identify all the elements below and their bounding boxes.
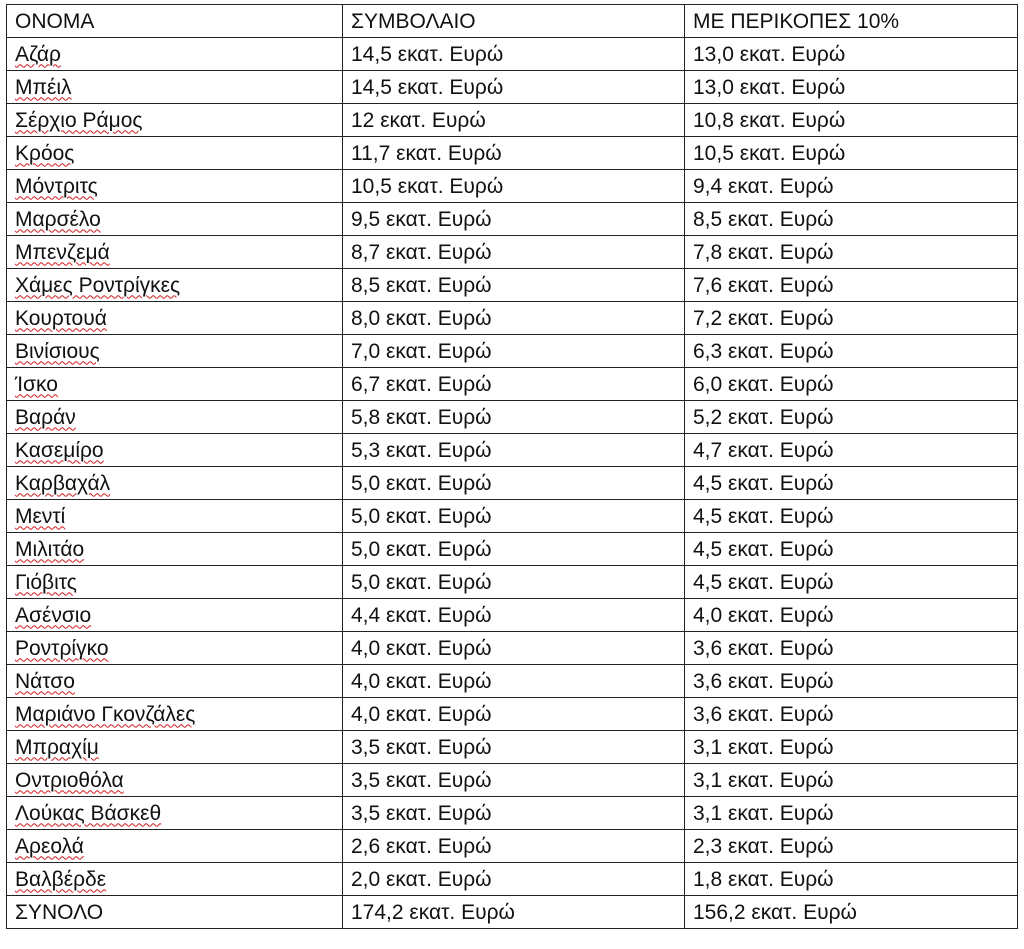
header-reduced-cell: ΜΕ ΠΕΡΙΚΟΠΕΣ 10% — [685, 5, 1018, 38]
reduced-cell: 3,1 εκατ. Ευρώ — [685, 731, 1018, 764]
table-row — [7, 566, 1018, 599]
table-row — [7, 104, 1018, 137]
total-row — [7, 896, 1018, 929]
reduced-cell: 4,5 εκατ. Ευρώ — [685, 467, 1018, 500]
player-name: Λούκας Βάσκεθ — [15, 801, 162, 825]
table-row — [7, 236, 1018, 269]
contract-cell: 8,5 εκατ. Ευρώ — [343, 269, 685, 302]
table-row — [7, 137, 1018, 170]
contract-cell: 4,0 εκατ. Ευρώ — [343, 698, 685, 731]
header-name-cell: ΟΝΟΜΑ — [7, 5, 343, 38]
player-name: Οντριοθόλα — [15, 768, 124, 792]
header-row — [7, 5, 1018, 38]
reduced-cell: 3,1 εκατ. Ευρώ — [685, 797, 1018, 830]
table-body — [7, 5, 1018, 929]
player-name-cell — [7, 368, 343, 401]
table-row — [7, 830, 1018, 863]
header-contract-cell: ΣΥΜΒΟΛΑΙΟ — [343, 5, 685, 38]
player-name-cell — [7, 203, 343, 236]
player-name-cell — [7, 434, 343, 467]
player-name: Ίσκο — [15, 372, 58, 396]
player-name: Αζάρ — [15, 42, 61, 66]
player-name-cell — [7, 566, 343, 599]
player-name: Καρβαχάλ — [15, 471, 111, 495]
player-name: Αρεολά — [15, 834, 84, 858]
table-row — [7, 335, 1018, 368]
table-row — [7, 665, 1018, 698]
table-row — [7, 368, 1018, 401]
table-row — [7, 863, 1018, 896]
reduced-cell: 7,8 εκατ. Ευρώ — [685, 236, 1018, 269]
table-row — [7, 533, 1018, 566]
reduced-cell: 6,0 εκατ. Ευρώ — [685, 368, 1018, 401]
player-name-cell — [7, 137, 343, 170]
contract-cell: 10,5 εκατ. Ευρώ — [343, 170, 685, 203]
contract-cell: 8,7 εκατ. Ευρώ — [343, 236, 685, 269]
player-name: Κασεμίρο — [15, 438, 104, 462]
contract-cell: 9,5 εκατ. Ευρώ — [343, 203, 685, 236]
reduced-cell: 3,6 εκατ. Ευρώ — [685, 632, 1018, 665]
player-name-cell — [7, 170, 343, 203]
player-name-cell — [7, 665, 343, 698]
player-name: Γιόβιτς — [15, 570, 77, 594]
contract-cell: 7,0 εκατ. Ευρώ — [343, 335, 685, 368]
player-name: Ροντρίγκο — [15, 636, 109, 660]
player-name-cell — [7, 302, 343, 335]
player-name: Μιλιτάο — [15, 537, 85, 561]
table-row — [7, 632, 1018, 665]
contract-cell: 5,0 εκατ. Ευρώ — [343, 500, 685, 533]
player-name-cell — [7, 467, 343, 500]
contract-cell: 2,0 εκατ. Ευρώ — [343, 863, 685, 896]
table-row — [7, 434, 1018, 467]
reduced-cell: 3,1 εκατ. Ευρώ — [685, 764, 1018, 797]
salary-table — [6, 4, 1018, 929]
contract-cell: 14,5 εκατ. Ευρώ — [343, 38, 685, 71]
table-row — [7, 599, 1018, 632]
table-row — [7, 764, 1018, 797]
contract-cell: 12 εκατ. Ευρώ — [343, 104, 685, 137]
contract-cell: 6,7 εκατ. Ευρώ — [343, 368, 685, 401]
player-name-cell — [7, 38, 343, 71]
reduced-cell: 13,0 εκατ. Ευρώ — [685, 71, 1018, 104]
player-name-cell — [7, 533, 343, 566]
player-name: Μπενζεμά — [15, 240, 110, 264]
table-row — [7, 302, 1018, 335]
player-name-cell — [7, 599, 343, 632]
contract-cell: 14,5 εκατ. Ευρώ — [343, 71, 685, 104]
table-row — [7, 203, 1018, 236]
table-row — [7, 71, 1018, 104]
total-reduced-cell: 156,2 εκατ. Ευρώ — [685, 896, 1018, 929]
contract-cell: 2,6 εκατ. Ευρώ — [343, 830, 685, 863]
total-label-cell: ΣΥΝΟΛΟ — [7, 896, 343, 929]
player-name-cell — [7, 269, 343, 302]
reduced-cell: 8,5 εκατ. Ευρώ — [685, 203, 1018, 236]
player-name-cell — [7, 698, 343, 731]
player-name: Ασένσιο — [15, 603, 92, 627]
reduced-cell: 9,4 εκατ. Ευρώ — [685, 170, 1018, 203]
player-name-cell — [7, 830, 343, 863]
player-name: Χάμες Ροντρίγκες — [15, 273, 181, 297]
table-row — [7, 698, 1018, 731]
contract-cell: 8,0 εκατ. Ευρώ — [343, 302, 685, 335]
contract-cell: 5,0 εκατ. Ευρώ — [343, 566, 685, 599]
player-name: Κουρτουά — [15, 306, 107, 330]
player-name: Βαράν — [15, 405, 76, 429]
player-name: Μεντί — [15, 504, 66, 528]
reduced-cell: 10,5 εκατ. Ευρώ — [685, 137, 1018, 170]
contract-cell: 4,0 εκατ. Ευρώ — [343, 665, 685, 698]
contract-cell: 4,4 εκατ. Ευρώ — [343, 599, 685, 632]
contract-cell: 3,5 εκατ. Ευρώ — [343, 797, 685, 830]
player-name: Μπραχίμ — [15, 735, 99, 759]
table-row — [7, 731, 1018, 764]
reduced-cell: 7,6 εκατ. Ευρώ — [685, 269, 1018, 302]
player-name-cell — [7, 71, 343, 104]
table-row — [7, 500, 1018, 533]
table-row — [7, 401, 1018, 434]
player-name-cell — [7, 764, 343, 797]
player-name-cell — [7, 236, 343, 269]
reduced-cell: 3,6 εκατ. Ευρώ — [685, 665, 1018, 698]
reduced-cell: 4,0 εκατ. Ευρώ — [685, 599, 1018, 632]
contract-cell: 5,8 εκατ. Ευρώ — [343, 401, 685, 434]
player-name: Κρόος — [15, 141, 75, 165]
table-row — [7, 170, 1018, 203]
total-contract-cell: 174,2 εκατ. Ευρώ — [343, 896, 685, 929]
reduced-cell: 13,0 εκατ. Ευρώ — [685, 38, 1018, 71]
contract-cell: 5,0 εκατ. Ευρώ — [343, 533, 685, 566]
reduced-cell: 4,5 εκατ. Ευρώ — [685, 533, 1018, 566]
contract-cell: 5,0 εκατ. Ευρώ — [343, 467, 685, 500]
player-name-cell — [7, 632, 343, 665]
player-name-cell — [7, 500, 343, 533]
player-name: Μόντριτς — [15, 174, 98, 198]
contract-cell: 3,5 εκατ. Ευρώ — [343, 731, 685, 764]
player-name: Νάτσο — [15, 669, 75, 693]
reduced-cell: 4,7 εκατ. Ευρώ — [685, 434, 1018, 467]
reduced-cell: 6,3 εκατ. Ευρώ — [685, 335, 1018, 368]
reduced-cell: 4,5 εκατ. Ευρώ — [685, 500, 1018, 533]
player-name-cell — [7, 797, 343, 830]
contract-cell: 5,3 εκατ. Ευρώ — [343, 434, 685, 467]
reduced-cell: 10,8 εκατ. Ευρώ — [685, 104, 1018, 137]
table-row — [7, 467, 1018, 500]
player-name-cell — [7, 401, 343, 434]
player-name: Βινίσιους — [15, 339, 100, 363]
reduced-cell: 3,6 εκατ. Ευρώ — [685, 698, 1018, 731]
reduced-cell: 1,8 εκατ. Ευρώ — [685, 863, 1018, 896]
player-name: Βαλβέρδε — [15, 867, 107, 891]
player-name-cell — [7, 731, 343, 764]
player-name-cell — [7, 335, 343, 368]
player-name: Σέρχιο Ράμος — [15, 108, 143, 132]
table-row — [7, 269, 1018, 302]
player-name-cell — [7, 104, 343, 137]
player-name: Μαρσέλο — [15, 207, 101, 231]
contract-cell: 4,0 εκατ. Ευρώ — [343, 632, 685, 665]
reduced-cell: 5,2 εκατ. Ευρώ — [685, 401, 1018, 434]
contract-cell: 11,7 εκατ. Ευρώ — [343, 137, 685, 170]
reduced-cell: 2,3 εκατ. Ευρώ — [685, 830, 1018, 863]
reduced-cell: 7,2 εκατ. Ευρώ — [685, 302, 1018, 335]
reduced-cell: 4,5 εκατ. Ευρώ — [685, 566, 1018, 599]
player-name: Μαριάνο Γκονζάλες — [15, 702, 196, 726]
table-row — [7, 38, 1018, 71]
table-row — [7, 797, 1018, 830]
player-name: Μπέιλ — [15, 75, 72, 99]
player-name-cell — [7, 863, 343, 896]
contract-cell: 3,5 εκατ. Ευρώ — [343, 764, 685, 797]
